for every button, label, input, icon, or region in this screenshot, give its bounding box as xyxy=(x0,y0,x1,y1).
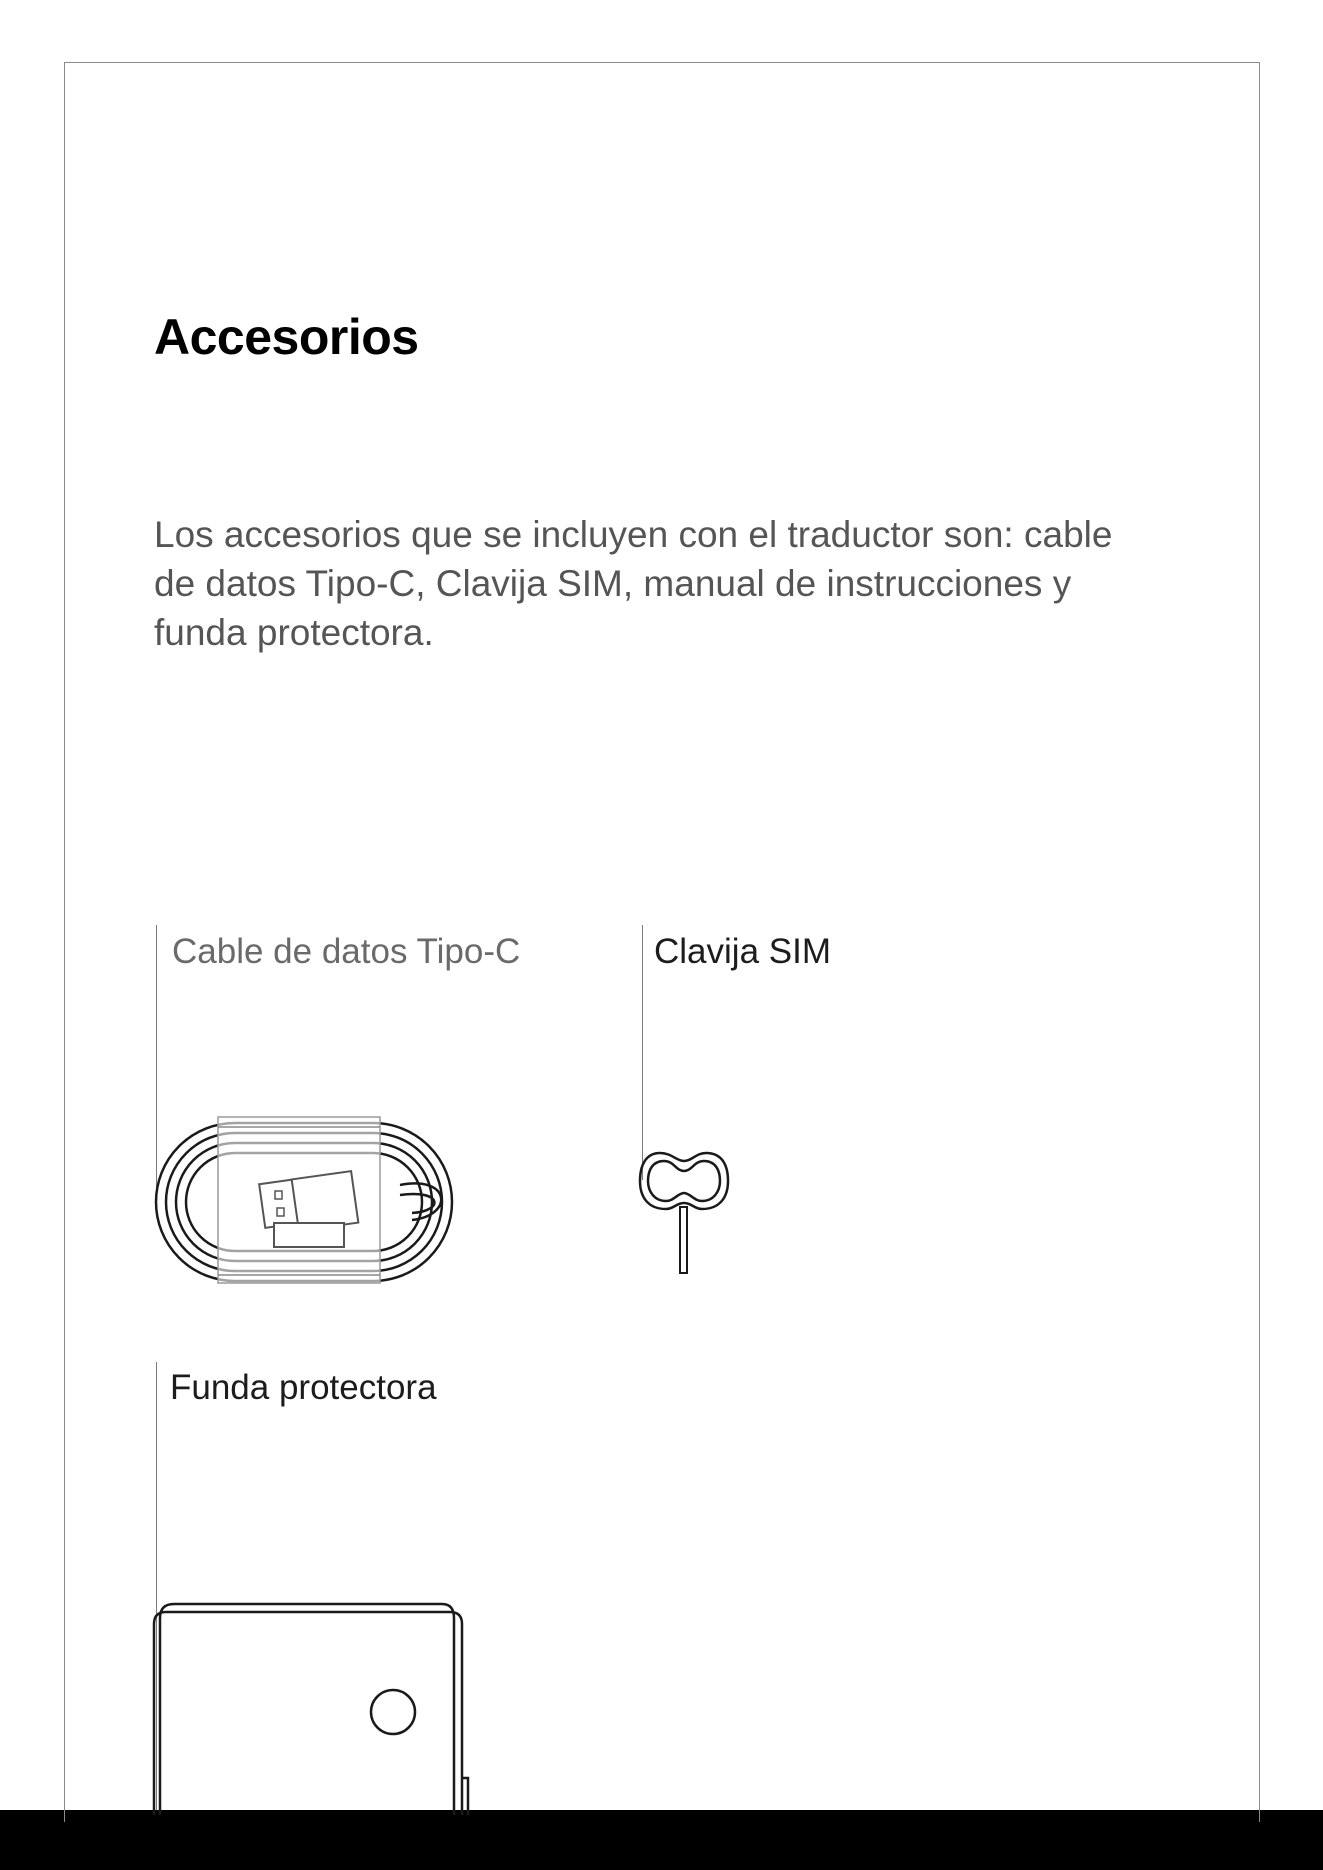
callout-line-sim xyxy=(642,925,643,1180)
usb-c-cable-icon xyxy=(150,1115,460,1285)
accessory-label-cable: Cable de datos Tipo-C xyxy=(172,932,521,971)
page-title: Accesorios xyxy=(154,309,419,365)
accessory-label-case: Funda protectora xyxy=(170,1368,437,1407)
sim-pin-icon xyxy=(636,1145,746,1275)
protective-case-icon xyxy=(150,1600,470,1815)
accessory-label-sim: Clavija SIM xyxy=(654,932,831,971)
intro-paragraph: Los accesorios que se incluyen con el traductor son: cable de datos Tipo-C, Clavija SIM, manual de instrucciones y funda protectora. xyxy=(154,514,1113,653)
